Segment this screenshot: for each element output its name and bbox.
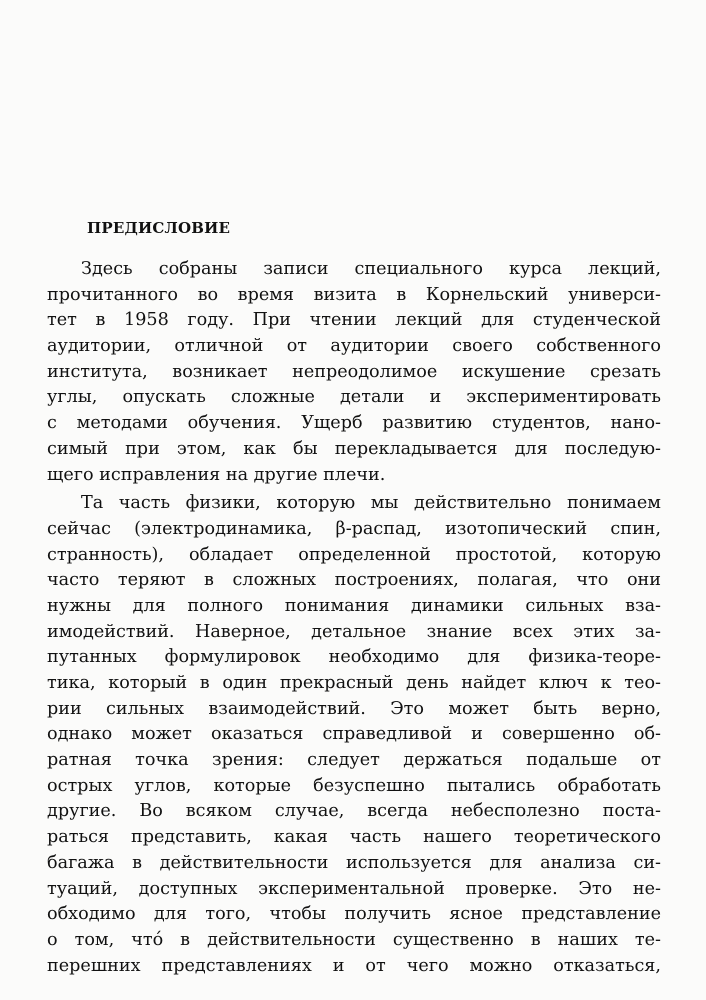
text-line: прочитанного во время визита в Корнельский универси- bbox=[47, 284, 661, 305]
text-line: имодействий. Наверное, детальное знание всех этих за- bbox=[47, 621, 661, 642]
text-line: перешних представлениях и от чего можно отказаться, bbox=[47, 955, 661, 976]
text-line: аудитории, отличной от аудитории своего собственного bbox=[47, 336, 661, 357]
text-line: путанных формулировок необходимо для физика-теоре- bbox=[47, 647, 661, 668]
paragraph-1 bbox=[47, 257, 661, 488]
text-line: часто теряют в сложных построениях, полагая, что они bbox=[47, 570, 661, 591]
text-line: острых углов, которые безуспешно пытались обработать bbox=[47, 775, 661, 796]
text-line: обходимо для того, чтобы получить ясное представление bbox=[47, 904, 661, 925]
text-line: Та часть физики, которую мы действительно понимаем bbox=[81, 493, 661, 514]
text-line: института, возникает непреодолимое искушение срезать bbox=[47, 361, 661, 382]
text-line: о том, что́ в действительности существенно в наших те- bbox=[47, 929, 661, 950]
text-line: туаций, доступных экспериментальной проверке. Это не- bbox=[47, 878, 661, 899]
text-line: углы, опускать сложные детали и экспериментировать bbox=[47, 387, 661, 408]
text-line: нужны для полного понимания динамики сильных вза- bbox=[47, 595, 661, 616]
text-line: ратная точка зрения: следует держаться подальше от bbox=[47, 750, 661, 771]
paragraph-2 bbox=[47, 491, 661, 979]
text-line: Здесь собраны записи специального курса лекций, bbox=[81, 259, 661, 279]
text-line: сейчас (электродинамика, β-распад, изотопический спин, bbox=[47, 518, 661, 539]
text-line: однако может оказаться справедливой и совершенно об- bbox=[47, 724, 661, 745]
text-line: тика, который в один прекрасный день найдет ключ к тео- bbox=[47, 673, 661, 693]
body-text bbox=[47, 257, 661, 979]
text-line: странность), обладает определенной простотой, которую bbox=[47, 544, 661, 565]
text-line: симый при этом, как бы перекладывается для последую- bbox=[47, 438, 661, 459]
section-heading: ПРЕДИСЛОВИЕ bbox=[87, 219, 231, 237]
text-line: рии сильных взаимодействий. Это может быть верно, bbox=[47, 698, 661, 719]
text-line: другие. Во всяком случае, всегда небесполезно поста- bbox=[47, 801, 661, 822]
text-line: тет в 1958 году. При чтении лекций для студенческой bbox=[47, 310, 661, 331]
text-line: багажа в действительности используется для анализа си- bbox=[47, 852, 661, 873]
text-line: щего исправления на другие плечи. bbox=[47, 464, 386, 485]
text-line: раться представить, какая часть нашего теоретического bbox=[47, 827, 661, 848]
text-line: с методами обучения. Ущерб развитию студентов, нано- bbox=[47, 413, 661, 434]
